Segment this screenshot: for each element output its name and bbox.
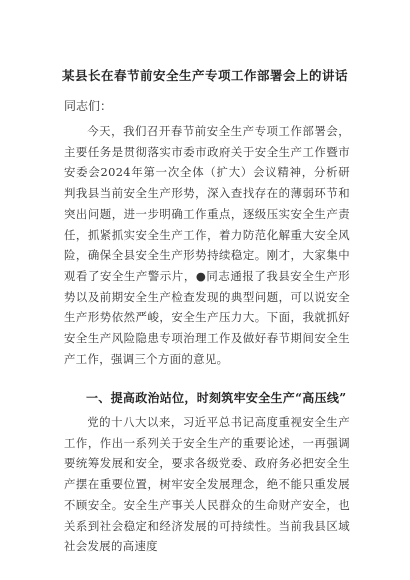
- paragraph-opening: [64, 121, 350, 369]
- document-title: 某县长在春节前安全生产专项工作部署会上的讲话: [61, 68, 348, 83]
- paragraph-section-1: [64, 412, 350, 557]
- salutation: 同志们：: [64, 99, 113, 113]
- paragraph-section-1-text: 党的十八大以来，习近平总书记高度重视安全生产工作，作出一系列关于安全生产的重要论述，一再强调要统筹发展和安全，要求各级党委、政府务必把安全生产摆在重要位置，树牢安全发展理念，绝不能只重发展不顾安全。安全生产事关人民群众的生命财产安全，也关系到社会稳定和经济发展的可持续性。当前我县区域社会发展的高速度: [64, 415, 350, 554]
- paragraph-opening-text: 今天，我们召开春节前安全生产专项工作部署会，主要任务是贯彻落实市委市政府关于安全生产工作暨市安委会2024年第一次全体（扩大）会议精神，分析研判我县当前安全生产形势，深入查找存在的薄弱环节和突出问题，进一步明确工作重点，逐级压实安全生产责任，抓紧抓实安全生产工作，着力防范化解重大安全风险，确保全县安全生产形势持续稳定。刚才，大家集中观看了安全生产警示片，●同志通报了我县安全生产形势以及前期安全生产检查发现的典型问题，可以说安全生产形势依然严峻，安全生产压力大。下面，我就抓好安全生产风险隐患专项治理工作及做好春节期间安全生产工作，强调三个方面的意见。: [64, 124, 350, 366]
- section-heading-1: 一、提高政治站位，时刻筑牢安全生产“高压线”: [86, 391, 347, 405]
